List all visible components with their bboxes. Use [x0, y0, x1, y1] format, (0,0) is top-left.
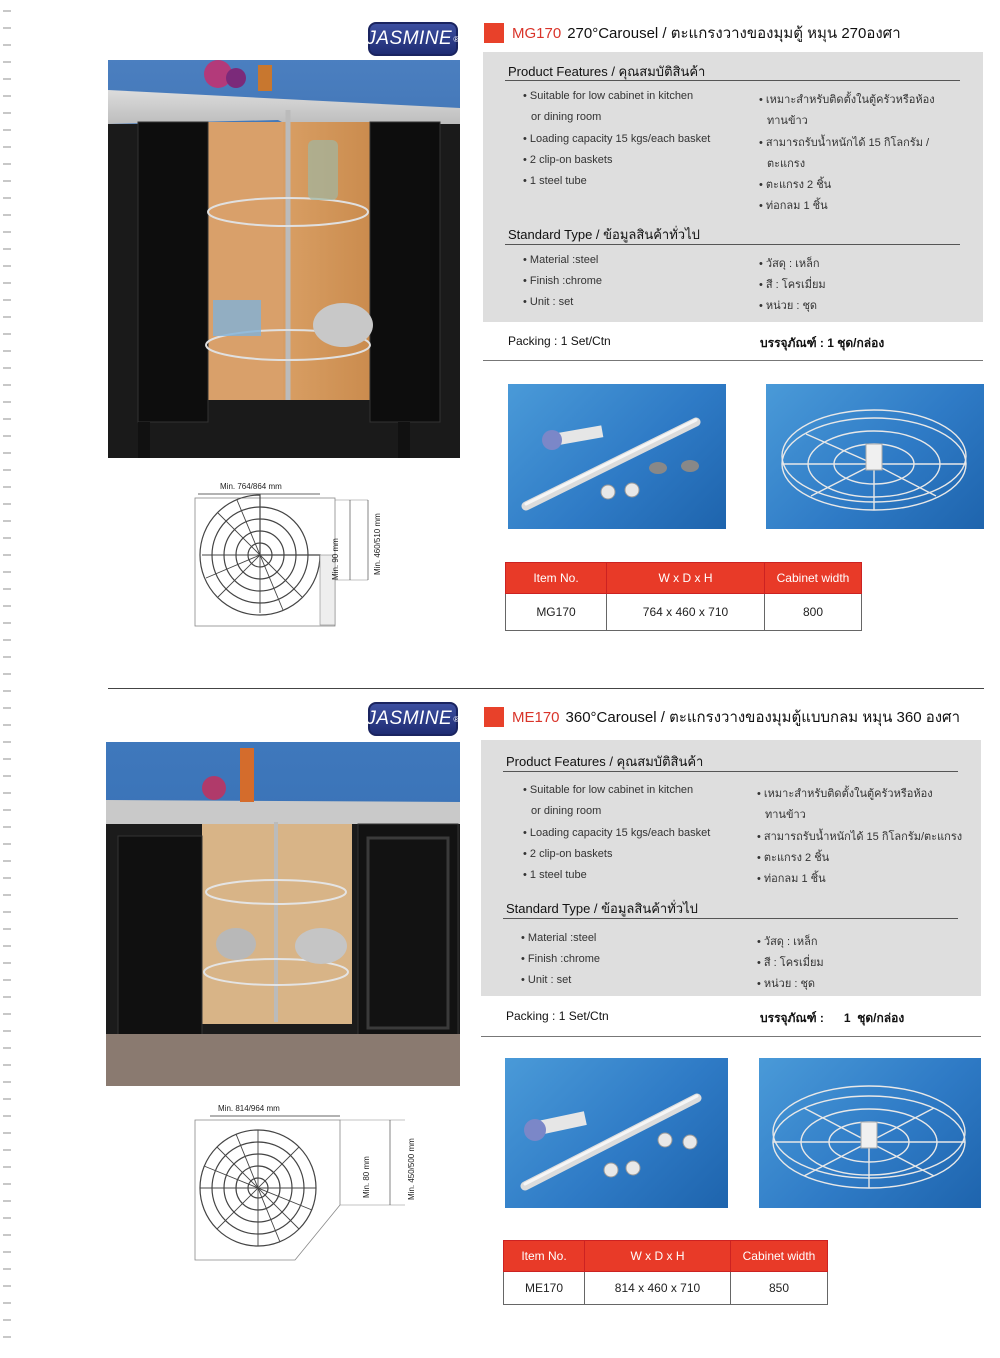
feature-th-2: ทานข้าว [767, 115, 808, 127]
binding-mark [3, 826, 11, 828]
feature-th-4: ตะแกรง [767, 158, 806, 170]
packing-th: บรรจุภัณฑ์ : 1 ชุด/กล่อง [760, 336, 885, 350]
binding-mark [3, 588, 11, 590]
feature-en-4: • 2 clip-on baskets [523, 848, 613, 860]
binding-mark [3, 27, 11, 29]
table-cell: 764 x 460 x 710 [607, 594, 765, 631]
binding-mark [3, 894, 11, 896]
binding-mark [3, 1149, 11, 1151]
binding-mark [3, 877, 11, 879]
binding-edge [0, 0, 14, 1358]
binding-mark [3, 809, 11, 811]
binding-mark [3, 758, 11, 760]
binding-mark [3, 350, 11, 352]
binding-mark [3, 265, 11, 267]
binding-mark [3, 1081, 11, 1083]
feature-en-2: or dining room [531, 111, 602, 123]
binding-mark [3, 486, 11, 488]
feature-en-1: • Suitable for low cabinet in kitchen [523, 784, 694, 796]
red-square-icon [484, 23, 504, 43]
standard-th-2: • สี : โครเมี่ยม [757, 957, 824, 969]
binding-mark [3, 503, 11, 505]
dimension-drawing-me170 [190, 1100, 420, 1270]
table-row [504, 1272, 828, 1305]
binding-mark [3, 1200, 11, 1202]
feature-th-5: • ท่อกลม 1 ชิ้น [757, 873, 826, 885]
standard-en-3: • Unit : set [523, 296, 574, 308]
standard-th-3: • หน่วย : ชุด [759, 300, 818, 312]
table-header: W x D x H [607, 563, 765, 594]
packing-en: Packing : 1 Set/Ctn [506, 1009, 609, 1023]
dim-width: Min. 764/864 mm [220, 482, 282, 491]
binding-mark [3, 435, 11, 437]
table-cell: 850 [731, 1272, 828, 1305]
dim-width: Min. 814/964 mm [218, 1104, 280, 1113]
binding-mark [3, 10, 11, 12]
binding-mark [3, 163, 11, 165]
product-title [484, 704, 960, 730]
dim-gap: Min. 90 mm [331, 538, 340, 580]
standard-heading: Standard Type / ข้อมูลสินค้าทั่วไป [506, 901, 698, 916]
binding-mark [3, 707, 11, 709]
binding-mark [3, 299, 11, 301]
product-divider [108, 688, 984, 689]
product-title [484, 20, 901, 46]
jasmine-logo: JASMINE ® [368, 22, 458, 56]
binding-mark [3, 1319, 11, 1321]
binding-mark [3, 78, 11, 80]
binding-mark [3, 928, 11, 930]
product-code: ME170 [512, 708, 560, 726]
standard-th-1: • วัสดุ : เหล็ก [757, 936, 818, 948]
feature-th-3: • สามารถรับน้ำหนักได้ 15 กิโลกรัม / [759, 137, 930, 149]
binding-mark [3, 741, 11, 743]
product-photo-me170 [106, 742, 460, 1086]
feature-en-2: or dining room [531, 805, 602, 817]
feature-th-1: • เหมาะสำหรับติดตั้งในตู้ครัวหรือห้อง [757, 788, 933, 800]
binding-mark [3, 1302, 11, 1304]
binding-mark [3, 622, 11, 624]
binding-mark [3, 605, 11, 607]
feature-en-3: • Loading capacity 15 kgs/each basket [523, 133, 711, 145]
brand-text: JASMINE [366, 28, 453, 49]
feature-th-6: • ท่อกลม 1 ชิ้น [759, 200, 828, 212]
feature-th-4: • ตะแกรง 2 ชิ้น [757, 852, 830, 864]
binding-mark [3, 1251, 11, 1253]
product-title-text: 270°Carousel / ตะแกรงวางของมุมตู้ หมุน 270องศา [567, 25, 901, 42]
feature-th-3: • สามารถรับน้ำหนักได้ 15 กิโลกรัม/ตะแกรง [757, 831, 963, 843]
binding-mark [3, 95, 11, 97]
jasmine-logo: JASMINE ® [368, 702, 458, 736]
binding-mark [3, 282, 11, 284]
table-header: Item No. [506, 563, 607, 594]
binding-mark [3, 1030, 11, 1032]
basket-photo [759, 1058, 981, 1208]
table-header: Item No. [504, 1241, 585, 1272]
feature-th-1: • เหมาะสำหรับติดตั้งในตู้ครัวหรือห้อง [759, 94, 935, 106]
feature-en-1: • Suitable for low cabinet in kitchen [523, 90, 694, 102]
binding-mark [3, 1013, 11, 1015]
table-header: Cabinet width [731, 1241, 828, 1272]
binding-mark [3, 1183, 11, 1185]
binding-mark [3, 469, 11, 471]
standard-en-2: • Finish :chrome [523, 275, 603, 287]
binding-mark [3, 418, 11, 420]
product-title-text: 360°Carousel / ตะแกรงวางของมุมตู้แบบกลม หมุน 360 องศา [565, 709, 960, 726]
binding-mark [3, 1234, 11, 1236]
standard-th-1: • วัสดุ : เหล็ก [759, 258, 820, 270]
table-header: Cabinet width [765, 563, 862, 594]
binding-mark [3, 996, 11, 998]
dim-depth: Min. 450/500 mm [407, 1138, 416, 1200]
product-code: MG170 [512, 24, 562, 42]
binding-mark [3, 1098, 11, 1100]
standard-en-1: • Material :steel [523, 254, 599, 266]
binding-mark [3, 1064, 11, 1066]
binding-mark [3, 1132, 11, 1134]
binding-mark [3, 146, 11, 148]
binding-mark [3, 401, 11, 403]
binding-mark [3, 911, 11, 913]
binding-mark [3, 44, 11, 46]
binding-mark [3, 1115, 11, 1117]
binding-mark [3, 333, 11, 335]
binding-mark [3, 367, 11, 369]
binding-mark [3, 1268, 11, 1270]
binding-mark [3, 1166, 11, 1168]
binding-mark [3, 112, 11, 114]
binding-mark [3, 979, 11, 981]
standard-en-3: • Unit : set [521, 974, 572, 986]
binding-mark [3, 384, 11, 386]
binding-mark [3, 860, 11, 862]
heading-underline [503, 918, 958, 919]
table-cell: 800 [765, 594, 862, 631]
table-cell: MG170 [506, 594, 607, 631]
standard-th-3: • หน่วย : ชุด [757, 978, 816, 990]
standard-th-2: • สี : โครเมี่ยม [759, 279, 826, 291]
feature-en-4: • 2 clip-on baskets [523, 154, 613, 166]
table-header: W x D x H [585, 1241, 731, 1272]
tube-parts-photo [508, 384, 726, 529]
table-row [506, 594, 862, 631]
features-heading: Product Features / คุณสมบัติสินค้า [506, 754, 704, 769]
binding-mark [3, 1285, 11, 1287]
binding-mark [3, 775, 11, 777]
spec-panel-me170 [481, 740, 981, 996]
binding-mark [3, 61, 11, 63]
section-divider [481, 1036, 981, 1037]
binding-mark [3, 316, 11, 318]
binding-mark [3, 554, 11, 556]
standard-en-1: • Material :steel [521, 932, 597, 944]
binding-mark [3, 571, 11, 573]
table-cell: ME170 [504, 1272, 585, 1305]
feature-en-5: • 1 steel tube [523, 175, 587, 187]
binding-mark [3, 673, 11, 675]
feature-th-5: • ตะแกรง 2 ชิ้น [759, 179, 832, 191]
packing-th: บรรจุภัณฑ์ : 1 ชุด/กล่อง [760, 1011, 905, 1025]
heading-underline [503, 771, 958, 772]
table-cell: 814 x 460 x 710 [585, 1272, 731, 1305]
feature-en-3: • Loading capacity 15 kgs/each basket [523, 827, 711, 839]
basket-photo [766, 384, 984, 529]
binding-mark [3, 537, 11, 539]
binding-mark [3, 1047, 11, 1049]
spec-table-mg170 [505, 562, 862, 631]
heading-underline [505, 244, 960, 245]
binding-mark [3, 129, 11, 131]
binding-mark [3, 1336, 11, 1338]
binding-mark [3, 962, 11, 964]
product-photo-mg170 [108, 60, 460, 458]
binding-mark [3, 452, 11, 454]
spec-table-me170 [503, 1240, 828, 1305]
dim-depth: Min. 460/510 mm [373, 513, 382, 575]
binding-mark [3, 180, 11, 182]
dimension-drawing-mg170 [190, 480, 390, 650]
binding-mark [3, 945, 11, 947]
packing-en: Packing : 1 Set/Ctn [508, 334, 611, 348]
feature-en-5: • 1 steel tube [523, 869, 587, 881]
binding-mark [3, 214, 11, 216]
red-square-icon [484, 707, 504, 727]
heading-underline [505, 80, 960, 81]
binding-mark [3, 792, 11, 794]
standard-heading: Standard Type / ข้อมูลสินค้าทั่วไป [508, 227, 700, 242]
binding-mark [3, 197, 11, 199]
binding-mark [3, 656, 11, 658]
binding-mark [3, 690, 11, 692]
spec-panel-mg170 [483, 52, 983, 322]
brand-text: JASMINE [366, 708, 453, 729]
binding-mark [3, 1217, 11, 1219]
binding-mark [3, 639, 11, 641]
binding-mark [3, 843, 11, 845]
dim-gap: Min. 80 mm [362, 1156, 371, 1198]
tube-parts-photo [505, 1058, 728, 1208]
binding-mark [3, 724, 11, 726]
features-heading: Product Features / คุณสมบัติสินค้า [508, 64, 706, 79]
standard-en-2: • Finish :chrome [521, 953, 601, 965]
binding-mark [3, 520, 11, 522]
section-divider [483, 360, 983, 361]
binding-mark [3, 231, 11, 233]
feature-th-2: ทานข้าว [765, 809, 806, 821]
binding-mark [3, 248, 11, 250]
